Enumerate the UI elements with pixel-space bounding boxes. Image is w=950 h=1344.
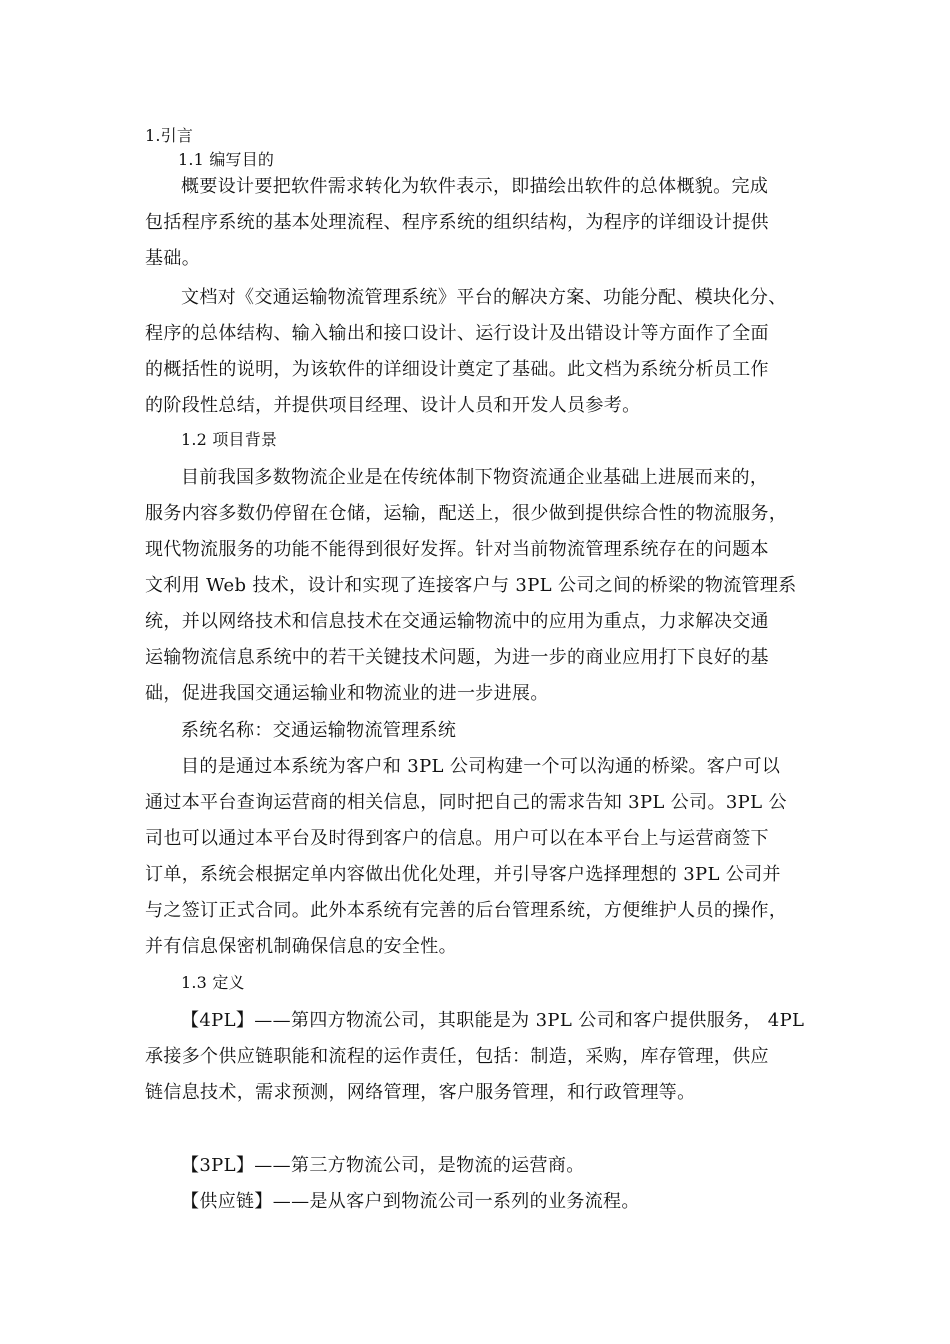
text-line: 包括程序系统的基本处理流程、程序系统的组织结构，为程序的详细设计提供 (145, 212, 769, 233)
text-line: 与之签订正式合同。此外本系统有完善的后台管理系统，方便维护人员的操作， (145, 900, 788, 921)
text-line: 的概括性的说明，为该软件的详细设计奠定了基础。此文档为系统分析员工作 (145, 359, 769, 380)
definition-supply-chain: 【供应链】——是从客户到物流公司一系列的业务流程。 (181, 1191, 640, 1212)
text-line: 统，并以网络技术和信息技术在交通运输物流中的应用为重点，力求解决交通 (145, 611, 769, 632)
text-line: 基础。 (145, 248, 201, 269)
text-line: 文档对《交通运输物流管理系统》平台的解决方案、功能分配、模块化分、 (181, 287, 787, 308)
text-line: 订单，系统会根据定单内容做出优化处理，并引导客户选择理想的 3PL 公司并 (145, 864, 781, 885)
text-line: 础，促进我国交通运输业和物流业的进一步进展。 (145, 683, 549, 704)
text-line: 目前我国多数物流企业是在传统体制下物资流通企业基础上进展而来的， (181, 467, 769, 488)
text-line: 司也可以通过本平台及时得到客户的信息。用户可以在本平台上与运营商签下 (145, 828, 769, 849)
text-line: 服务内容多数仍停留在仓储，运输，配送上，很少做到提供综合性的物流服务， (145, 503, 788, 524)
text-line: 现代物流服务的功能不能得到很好发挥。针对当前物流管理系统存在的问题本 (145, 539, 769, 560)
text-line: 运输物流信息系统中的若干关键技术问题，为进一步的商业应用打下良好的基 (145, 647, 769, 668)
definition-3pl: 【3PL】——第三方物流公司，是物流的运营商。 (181, 1155, 585, 1176)
heading-definitions: 1.3 定义 (181, 973, 245, 992)
heading-writing-purpose: 1.1 编写目的 (178, 150, 275, 169)
text-line: 通过本平台查询运营商的相关信息，同时把自己的需求告知 3PL 公司。3PL 公 (145, 792, 787, 813)
text-line: 承接多个供应链职能和流程的运作责任，包括：制造，采购，库存管理，供应 (145, 1046, 769, 1067)
heading-project-background: 1.2 项目背景 (181, 430, 278, 449)
text-line: 的阶段性总结，并提供项目经理、设计人员和开发人员参考。 (145, 395, 641, 416)
text-line: 文利用 Web 技术，设计和实现了连接客户与 3PL 公司之间的桥梁的物流管理系 (145, 575, 797, 596)
text-line: 【4PL】——第四方物流公司，其职能是为 3PL 公司和客户提供服务， 4PL (181, 1010, 805, 1031)
text-line: 并有信息保密机制确保信息的安全性。 (145, 936, 457, 957)
text-line: 链信息技术，需求预测，网络管理，客户服务管理，和行政管理等。 (145, 1082, 696, 1103)
heading-introduction: 1.引言 (145, 126, 194, 145)
text-line: 程序的总体结构、输入输出和接口设计、运行设计及出错设计等方面作了全面 (145, 323, 769, 344)
text-line: 概要设计要把软件需求转化为软件表示，即描绘出软件的总体概貌。完成 (181, 176, 769, 197)
system-name: 系统名称：交通运输物流管理系统 (181, 720, 457, 741)
text-line: 目的是通过本系统为客户和 3PL 公司构建一个可以沟通的桥梁。客户可以 (181, 756, 781, 777)
